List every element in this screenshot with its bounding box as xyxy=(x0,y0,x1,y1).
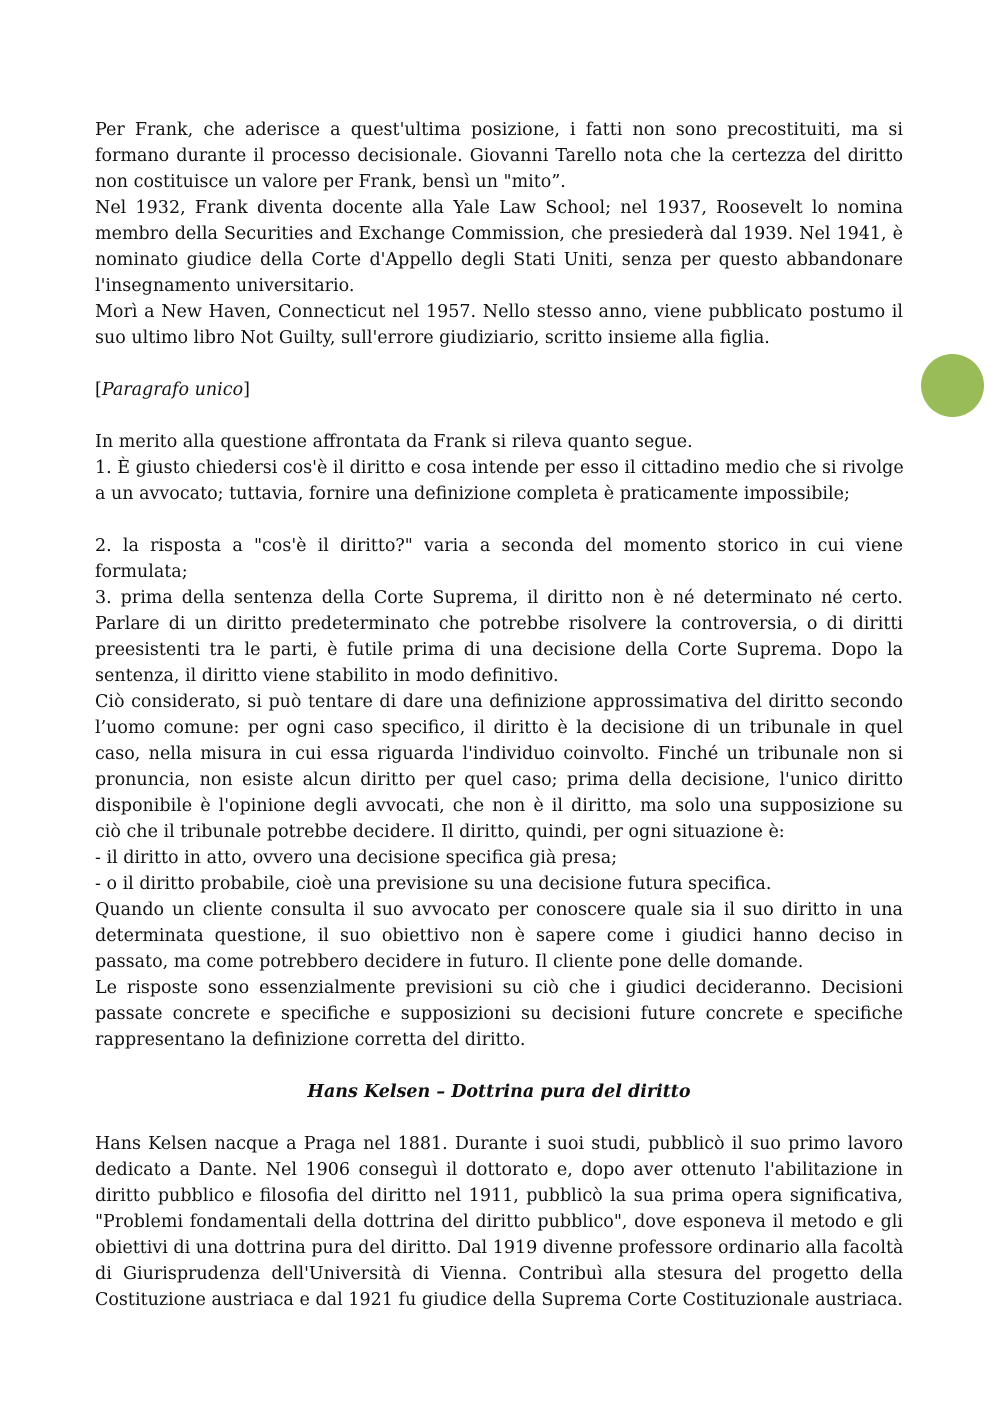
text-line: obiettivi di una dottrina pura del diritto. Dal 1919 divenne professore ordinario alla facoltà xyxy=(95,1238,904,1258)
text-line: Parlare di un diritto predeterminato che potrebbe risolvere la controversia, o di diritti xyxy=(95,614,903,634)
section-label-text: Paragrafo unico xyxy=(101,380,244,400)
spacer xyxy=(95,1105,903,1131)
text-line: l’uomo comune: per ogni caso specifico, il diritto è la decisione di un tribunale in quel xyxy=(95,718,903,738)
spacer xyxy=(95,1053,903,1079)
text-line: suo ultimo libro Not Guilty, sull'errore giudiziario, scritto insieme alla figlia. xyxy=(95,328,770,348)
text-line: Morì a New Haven, Connecticut nel 1957. Nello stesso anno, viene pubblicato postumo il xyxy=(95,302,903,322)
section-label xyxy=(95,377,903,403)
section-heading-kelsen: Hans Kelsen – Dottrina pura del diritto xyxy=(307,1082,691,1102)
text-line: 3. prima della sentenza della Corte Suprema, il diritto non è né determinato né certo. xyxy=(95,588,903,608)
text-line: caso, nella misura in cui essa riguarda l'individuo coinvolto. Finché un tribunale non si xyxy=(95,744,903,764)
text-line: Quando un cliente consulta il suo avvocato per conoscere quale sia il suo diritto in una xyxy=(95,900,903,920)
text-line: Hans Kelsen nacque a Praga nel 1881. Durante i suoi studi, pubblicò il suo primo lavoro xyxy=(95,1134,903,1154)
text-line: rappresentano la definizione corretta del diritto. xyxy=(95,1030,526,1050)
paragraph-definizione xyxy=(95,689,903,845)
text-line: formano durante il processo decisionale. Giovanni Tarello nota che la certezza del diritto xyxy=(95,146,903,166)
point-2 xyxy=(95,533,903,585)
paragraph-kelsen-bio xyxy=(95,1131,903,1313)
spacer xyxy=(95,351,903,377)
spacer xyxy=(95,507,903,533)
intro-line: In merito alla questione affrontata da Frank si rileva quanto segue. xyxy=(95,432,693,452)
bracket-open: [ xyxy=(95,380,102,400)
text-line: non costituisce un valore per Frank, bensì un "mito”. xyxy=(95,172,566,192)
text-line: passato, ma come potrebbero decidere in futuro. Il cliente pone delle domande. xyxy=(95,952,804,972)
paragraph-frank-certezza xyxy=(95,117,903,195)
text-line: pronuncia, non esiste alcun diritto per quel caso; prima della decisione, l'unico diritto xyxy=(95,770,903,790)
text-line: preesistenti tra le parti, è futile prima di una decisione della Corte Suprema. Dopo la xyxy=(95,640,903,660)
paragraph-cliente xyxy=(95,897,903,975)
point-1 xyxy=(95,455,903,507)
text-line: Costituzione austriaca e dal 1921 fu giudice della Suprema Corte Costituzionale austriaca. xyxy=(95,1290,903,1310)
decorative-green-circle xyxy=(921,354,984,417)
bracket-close: ] xyxy=(243,380,250,400)
text-line: ciò che il tribunale potrebbe decidere. Il diritto, quindi, per ogni situazione è: xyxy=(95,822,785,842)
text-line: l'insegnamento universitario. xyxy=(95,276,355,296)
paragraph-risposte xyxy=(95,975,903,1053)
text-line: Nel 1932, Frank diventa docente alla Yale Law School; nel 1937, Roosevelt lo nomina xyxy=(95,198,903,218)
document-page xyxy=(95,117,903,1313)
point-3 xyxy=(95,585,903,689)
text-line: formulata; xyxy=(95,562,188,582)
text-line: 1. È giusto chiedersi cos'è il diritto e cosa intende per esso il cittadino medio che si rivolge xyxy=(95,458,904,478)
text-line: sentenza, il diritto viene stabilito in modo definitivo. xyxy=(95,666,559,686)
text-line: Ciò considerato, si può tentare di dare una definizione approssimativa del diritto secondo xyxy=(95,692,903,712)
text-line: Le risposte sono essenzialmente previsioni su ciò che i giudici decideranno. Decisioni xyxy=(95,978,903,998)
text-line: disponibile è l'opinione degli avvocati, che non è il diritto, ma solo una supposizione su xyxy=(95,796,903,816)
text-line: Per Frank, che aderisce a quest'ultima posizione, i fatti non sono precostituiti, ma si xyxy=(95,120,903,140)
text-line: passate concrete e specifiche e supposizioni su decisioni future concrete e specifiche xyxy=(95,1004,903,1024)
text-line: diritto pubblico e filosofia del diritto nel 1911, pubblicò la sua prima opera significativa, xyxy=(95,1186,903,1206)
paragraph-frank-death xyxy=(95,299,903,351)
text-line: nominato giudice della Corte d'Appello degli Stati Uniti, senza per questo abbandonare xyxy=(95,250,903,270)
bullet-item: - o il diritto probabile, cioè una previsione su una decisione futura specifica. xyxy=(95,874,772,894)
text-line: a un avvocato; tuttavia, fornire una definizione completa è praticamente impossibile; xyxy=(95,484,850,504)
bullet-item: - il diritto in atto, ovvero una decisione specifica già presa; xyxy=(95,848,618,868)
paragraph-frank-career xyxy=(95,195,903,299)
text-line: di Giurisprudenza dell'Università di Vienna. Contribuì alla stesura del progetto della xyxy=(95,1264,903,1284)
text-line: membro della Securities and Exchange Commission, che presiederà dal 1939. Nel 1941, è xyxy=(95,224,903,244)
text-line: determinata questione, il suo obiettivo non è sapere come i giudici hanno deciso in xyxy=(95,926,903,946)
text-line: 2. la risposta a "cos'è il diritto?" varia a seconda del momento storico in cui viene xyxy=(95,536,903,556)
spacer xyxy=(95,403,903,429)
text-line: "Problemi fondamentali della dottrina del diritto pubblico", dove esponeva il metodo e gli xyxy=(95,1212,903,1232)
text-line: dedicato a Dante. Nel 1906 conseguì il dottorato e, dopo aver ottenuto l'abilitazione in xyxy=(95,1160,903,1180)
